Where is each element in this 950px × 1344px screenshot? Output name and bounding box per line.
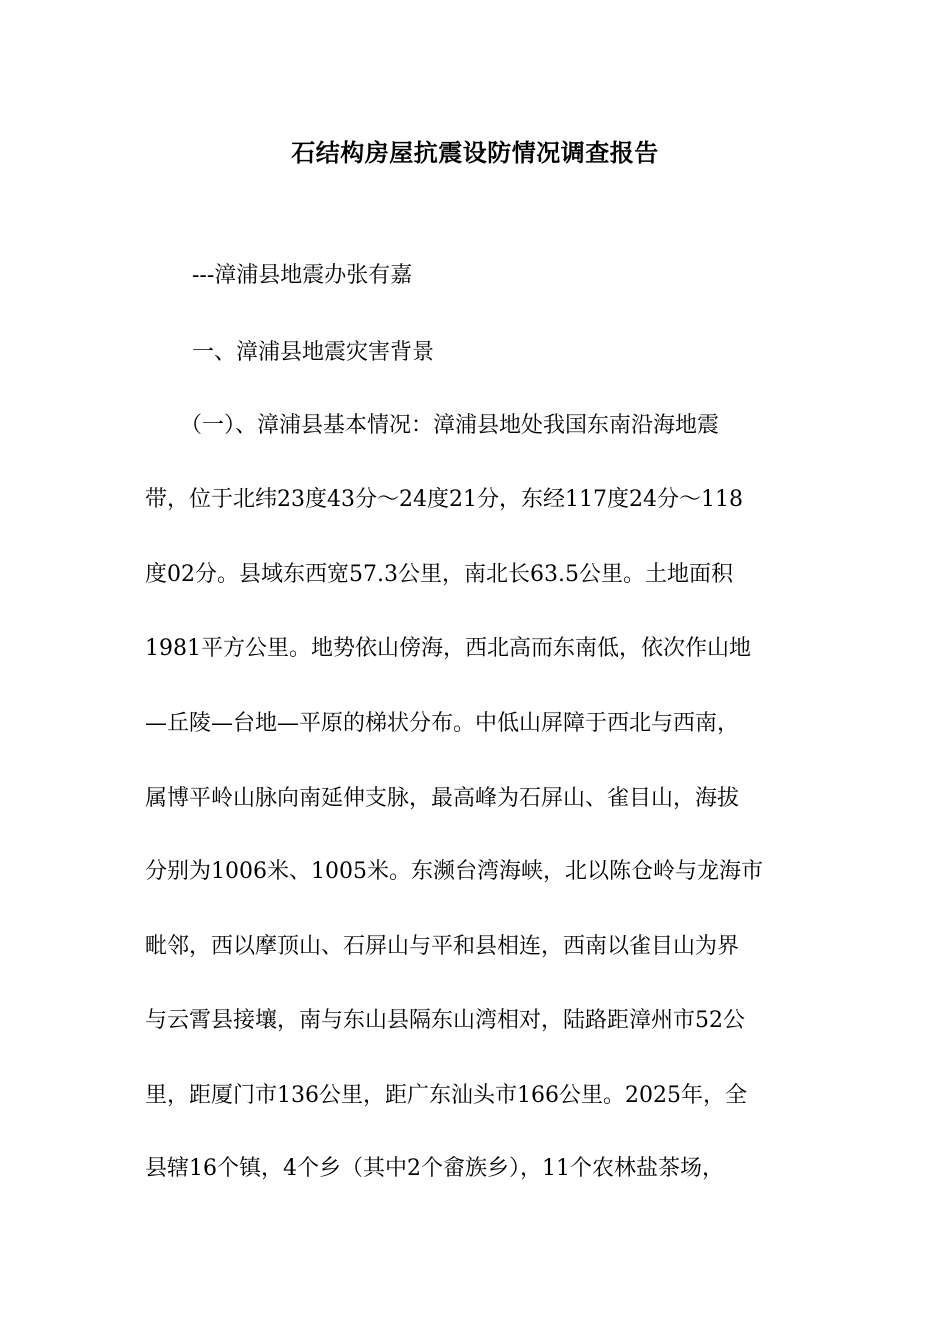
paragraph-line: 分别为1006米、1005米。东濒台湾海峡，北以陈仓岭与龙海市 [145,859,763,884]
paragraph-line: 里，距厦门市136公里，距广东汕头市166公里。2025年，全 [145,1083,747,1108]
author-line: ---漳浦县地震办张有嘉 [192,263,413,288]
paragraph-line: —丘陵—台地—平原的梯状分布。中低山屏障于西北与西南， [145,711,740,736]
paragraph-line: 毗邻，西以摩顶山、石屏山与平和县相连，西南以雀目山为界 [145,934,740,959]
paragraph-line: 1981平方公里。地势依山傍海，西北高而东南低，依次作山地 [145,636,751,661]
document-title: 石结构房屋抗震设防情况调查报告 [291,138,659,167]
paragraph-line: （一）、漳浦县基本情况：漳浦县地处我国东南沿海地震 [180,413,720,438]
paragraph-line: 度02分。县域东西宽57.3公里，南北长63.5公里。土地面积 [145,562,733,587]
paragraph-line: 县辖16个镇，4个乡（其中2个畲族乡），11个农林盐茶场， [145,1156,724,1181]
paragraph-line: 带，位于北纬23度43分～24度21分，东经117度24分～118 [145,487,743,512]
section-heading: 一、漳浦县地震灾害背景 [192,340,435,365]
paragraph-line: 属博平岭山脉向南延伸支脉，最高峰为石屏山、雀目山，海拔 [145,786,740,811]
paragraph-line: 与云霄县接壤，南与东山县隔东山湾相对，陆路距漳州市52公 [145,1008,745,1033]
